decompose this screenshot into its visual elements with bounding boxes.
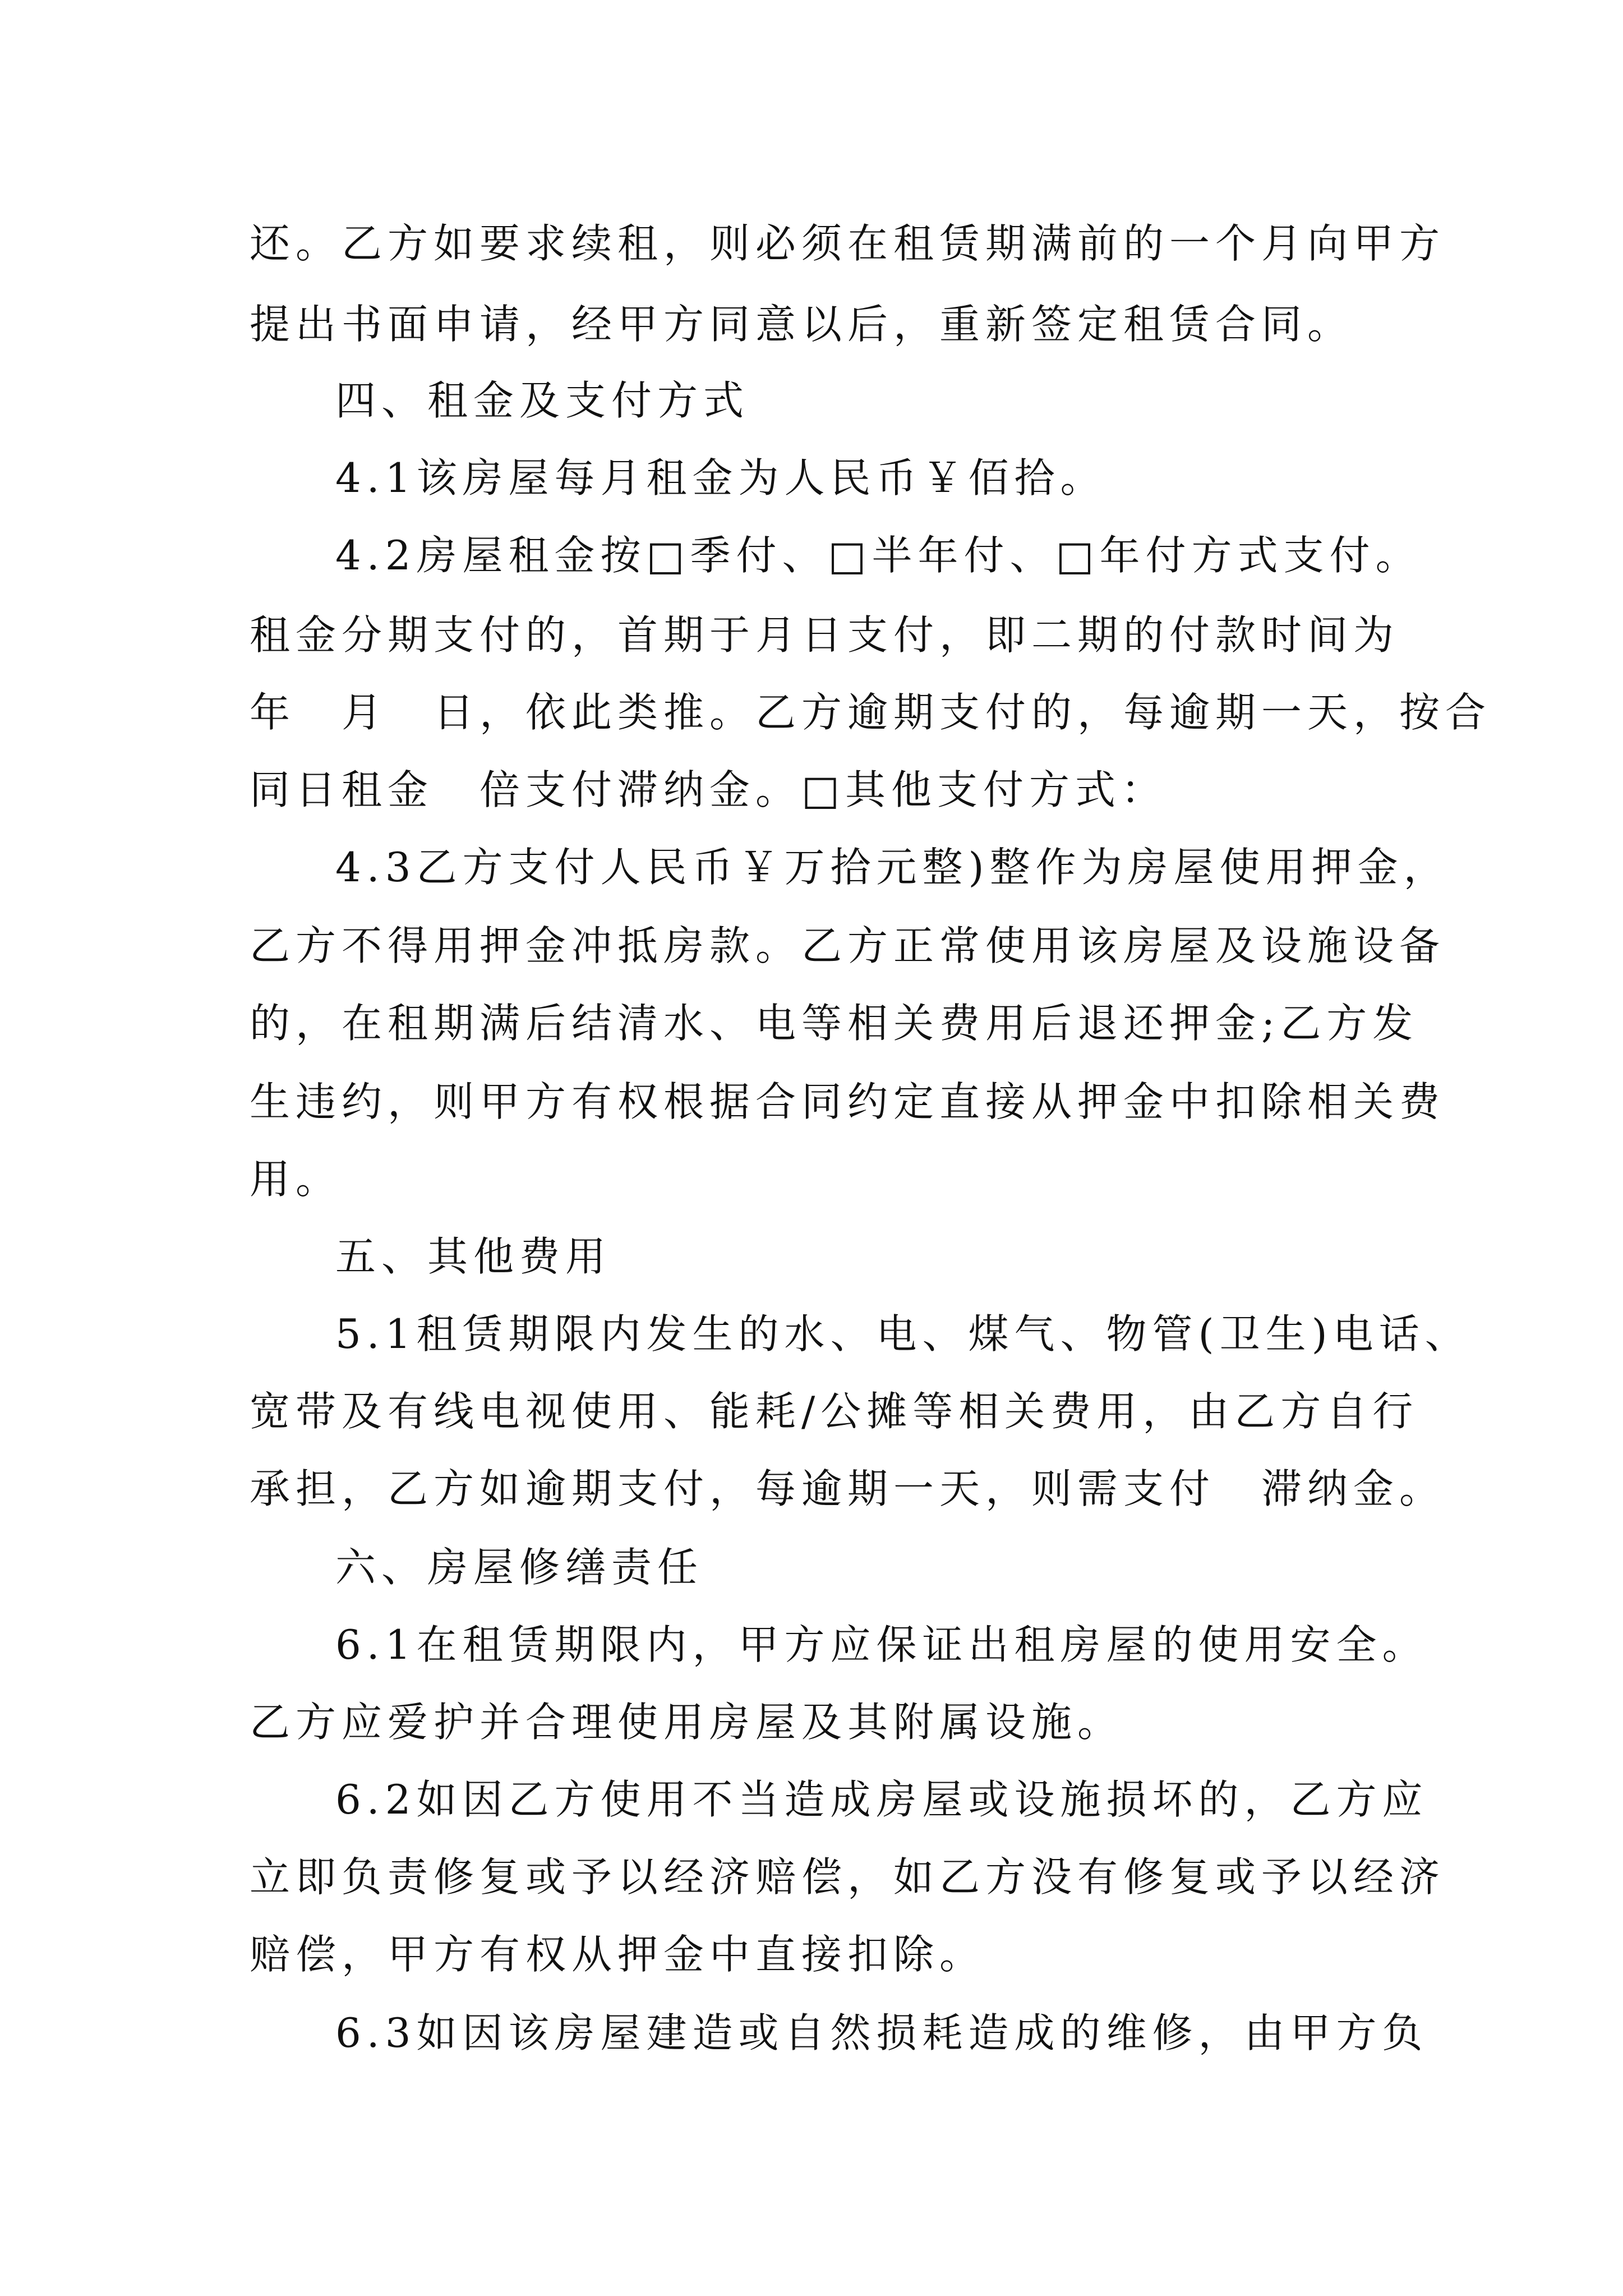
text-line: 租金分期支付的，首期于月日支付，即二期的付款时间为 (250, 611, 1400, 659)
section-heading: 六、房屋修缮责任 (335, 1544, 704, 1591)
clause-line: 5.1租赁期限内发生的水、电、煤气、物管(卫生)电话、 (335, 1310, 1471, 1358)
text-line: 承担，乙方如逾期支付，每逾期一天，则需支付 滞纳金。 (250, 1465, 1446, 1512)
text-line: 年 月 日，依此类推。乙方逾期支付的，每逾期一天，按合 (250, 689, 1492, 736)
clause-line: 4.1该房屋每月租金为人民币￥佰拾。 (335, 454, 1106, 501)
text-line: 用。 (250, 1156, 342, 1203)
text-line: 宽带及有线电视使用、能耗/公摊等相关费用，由乙方自行 (250, 1388, 1419, 1435)
text-line: 还。乙方如要求续租，则必须在租赁期满前的一个月向甲方 (250, 220, 1446, 267)
clause-line: 4.3乙方支付人民币￥万拾元整)整作为房屋使用押金， (335, 844, 1450, 891)
clause-line: 6.3如因该房屋建造或自然损耗造成的维修，由甲方负 (335, 2009, 1428, 2056)
section-heading: 五、其他费用 (335, 1233, 612, 1280)
text-line: 乙方应爱护并合理使用房屋及其附属设施。 (250, 1699, 1124, 1746)
text-line: 立即负责修复或予以经济赔偿，如乙方没有修复或予以经济 (250, 1853, 1446, 1901)
text-line: 提出书面申请，经甲方同意以后，重新签定租赁合同。 (250, 301, 1354, 348)
text-line: 同日租金 倍支付滞纳金。□其他支付方式： (250, 766, 1168, 813)
section-heading: 四、租金及支付方式 (335, 377, 750, 424)
clause-line: 4.2房屋租金按□季付、□半年付、□年付方式支付。 (335, 532, 1422, 579)
clause-line: 6.1在租赁期限内，甲方应保证出租房屋的使用安全。 (335, 1621, 1428, 1668)
text-line: 生违约，则甲方有权根据合同约定直接从押金中扣除相关费 (250, 1078, 1446, 1125)
text-line: 乙方不得用押金冲抵房款。乙方正常使用该房屋及设施设备 (250, 922, 1446, 969)
text-line: 赔偿，甲方有权从押金中直接扣除。 (250, 1931, 986, 1978)
text-line: 的，在租期满后结清水、电等相关费用后退还押金;乙方发 (250, 1000, 1419, 1047)
clause-line: 6.2如因乙方使用不当造成房屋或设施损坏的，乙方应 (335, 1776, 1428, 1823)
